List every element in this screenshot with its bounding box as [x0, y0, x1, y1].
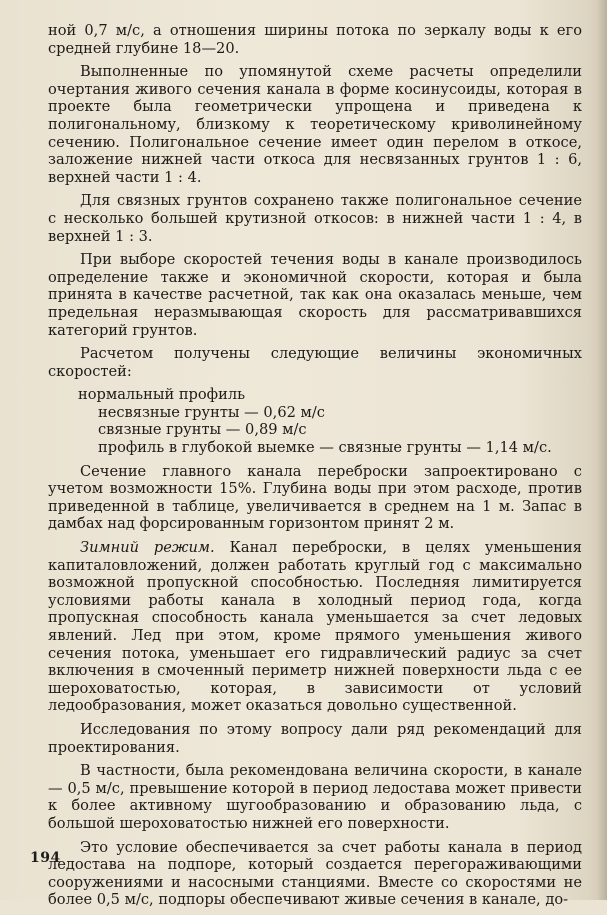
list-item: профиль в глубокой выемке — связные грунты — 1,14 м/с. [98, 439, 552, 457]
paragraph-continuation: ной 0,7 м/с, а отношения ширины потока по зеркалу воды к его средней глубине 18—20. [48, 22, 582, 57]
body-text [48, 22, 582, 915]
page-number: 194 [30, 850, 61, 866]
page-edge-shadow [597, 0, 607, 900]
list-item: связные грунты — 0,89 м/с [98, 421, 307, 439]
paragraph-recommended-velocity: В частности, была рекомендована величина скорости, в канале — 0,5 м/с, превышение которой в период ледостава может привести к более активному шугообразованию и образованию льда, с большой шероховатостью нижней его поверхности. [48, 762, 582, 832]
paragraph-backwater: Это условие обеспечивается за счет работы канала в период ледостава на подпоре, который создается перегораживающими сооружениями и насосными станциями. Вместе со скоростями не более 0,5 м/с, подпоры обеспечивают живые сечения в канале, до- [48, 838, 582, 909]
paragraph-research: Исследования по этому вопросу дали ряд рекомендаций для проектирования. [48, 720, 582, 756]
paragraph-velocity-results: Расчетом получены следующие величины экономичных скоростей: [48, 345, 582, 380]
list-item: несвязные грунты — 0,62 м/с [98, 403, 325, 421]
paragraph-velocity-choice: При выборе скоростей течения воды в канале производилось определение также и экономичной скорости, которая и была принята в качестве расчетной, так как она оказалась меньше, чем предельная неразмывающая скорость для рассматривавшихся категорий грунтов. [48, 251, 582, 339]
paragraph-main-canal: Сечение главного канала переброски запроектировано с учетом возможности 15%. Глубина воды при этом расходе, против приведенной в таблице, увеличивается в среднем на 1 м. Запас в дамбах над форсированным горизонтом принят 2 м. [48, 462, 582, 533]
paragraph-cross-section: Выполненные по упомянутой схеме расчеты определили очертания живого сечения канала в форме косинусоиды, которая в проекте была геометрически упрощена и приведена к полигональному, близкому к теоретическому криволинейному сечению. Полигональное сечение имеет один перелом в откосе, заложение нижней части откоса для несвязанных грунтов 1 : 6, верхней части 1 : 4. [48, 63, 582, 186]
paragraph-cohesive-soils: Для связных грунтов сохранено также полигональное сечение с несколько большей крутизной откосов: в нижней части 1 : 4, в верхней 1 : 3. [48, 192, 582, 245]
list-heading: нормальный профиль [78, 386, 246, 404]
section-lead: Зимний режим. [80, 539, 215, 557]
paragraph-winter-regime [48, 539, 582, 715]
paragraph-winter-text: Канал переброски, в целях уменьшения капиталовложений, должен работать круглый год с максимально возможной пропускной способностью. Последняя лимитируется условиями работы канала в холодный период года, когда пропускная способность канала уменьшается за счет ледовых явлений. Лед при этом, кроме прямого уменьшения живого сечения потока, уменьшает его гидравлический радиус за счет включения в смоченный периметр нижней поверхности льда с ее шероховатостью, которая, в зависимости от условий ледообразования, может оказаться довольно существенной. [48, 539, 582, 715]
